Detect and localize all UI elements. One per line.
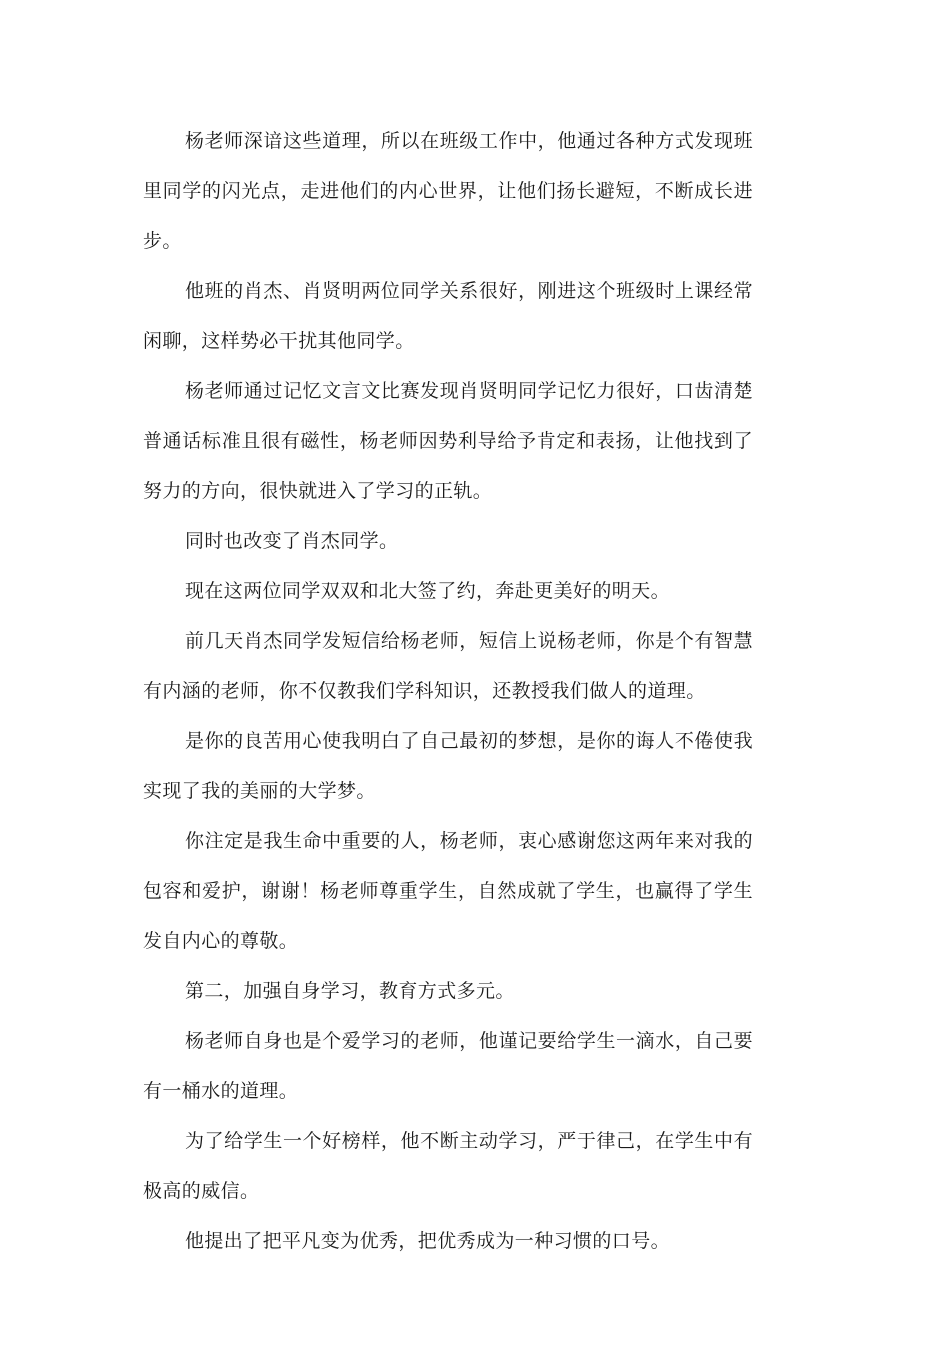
document-body: [143, 116, 753, 1266]
paragraph: 他班的肖杰、肖贤明两位同学关系很好，刚进这个班级时上课经常闲聊，这样势必干扰其他同学。: [143, 280, 753, 352]
paragraph: 是你的良苦用心使我明白了自己最初的梦想，是你的诲人不倦使我实现了我的美丽的大学梦。: [143, 730, 753, 802]
paragraph: 同时也改变了肖杰同学。: [185, 530, 399, 552]
paragraph: 他提出了把平凡变为优秀，把优秀成为一种习惯的口号。: [185, 1230, 671, 1252]
paragraph: 你注定是我生命中重要的人，杨老师，衷心感谢您这两年来对我的包容和爱护，谢谢！杨老师尊重学生，自然成就了学生，也赢得了学生发自内心的尊敬。: [143, 830, 753, 952]
paragraph: 杨老师通过记忆文言文比赛发现肖贤明同学记忆力很好，口齿清楚普通话标准且很有磁性，杨老师因势利导给予肯定和表扬，让他找到了努力的方向，很快就进入了学习的正轨。: [143, 380, 753, 502]
paragraph: 杨老师自身也是个爱学习的老师，他谨记要给学生一滴水，自己要有一桶水的道理。: [143, 1030, 753, 1102]
paragraph: 杨老师深谙这些道理，所以在班级工作中，他通过各种方式发现班里同学的闪光点，走进他们的内心世界，让他们扬长避短，不断成长进步。: [143, 130, 753, 252]
paragraph: 前几天肖杰同学发短信给杨老师，短信上说杨老师，你是个有智慧有内涵的老师，你不仅教我们学科知识，还教授我们做人的道理。: [143, 630, 753, 702]
paragraph: 为了给学生一个好榜样，他不断主动学习，严于律己，在学生中有极高的威信。: [143, 1130, 753, 1202]
paragraph: 第二，加强自身学习，教育方式多元。: [185, 980, 515, 1002]
paragraph: 现在这两位同学双双和北大签了约，奔赴更美好的明天。: [185, 580, 671, 602]
